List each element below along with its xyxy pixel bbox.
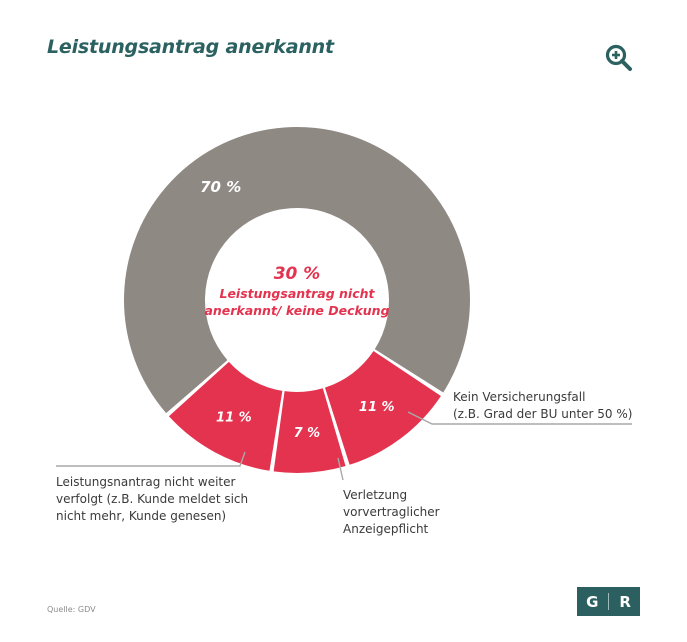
annotation-verletzung	[343, 488, 443, 536]
annotation-line: Anzeigepflicht	[343, 522, 429, 536]
annotation-line: (z.B. Grad der BU unter 50 %)	[453, 407, 633, 421]
annotation-line: Verletzung	[343, 488, 408, 502]
slice-label: 70 %	[200, 177, 242, 196]
source-note: Quelle: GDV	[47, 605, 96, 614]
annotation-line: nicht mehr, Kunde genesen)	[56, 509, 227, 523]
slice-label: 11 %	[358, 399, 395, 415]
annotation-kein-versicherungsfall	[453, 390, 632, 421]
annotation-line: Kein Versicherungsfall	[453, 390, 586, 404]
logo-letter-r: R	[619, 592, 631, 611]
center-line-2: anerkannt/ keine Deckung	[204, 303, 390, 318]
annotation-line: vorvertraglicher	[343, 505, 440, 519]
logo-letter-g: G	[586, 592, 599, 611]
slice-label: 11 %	[216, 410, 252, 426]
annotation-line: Leistungsnantrag nicht weiter	[56, 475, 236, 489]
annotation-line: verfolgt (z.B. Kunde meldet sich	[56, 492, 249, 506]
leader-line	[56, 452, 245, 466]
gr-logo	[577, 587, 640, 616]
center-line-1: Leistungsantrag nicht	[219, 286, 375, 301]
annotation-leistungsantrag	[56, 475, 252, 523]
logo-divider	[608, 593, 609, 610]
slice-label: 7 %	[293, 426, 321, 442]
center-value: 30 %	[273, 264, 321, 284]
chart-title: Leistungsantrag anerkannt	[47, 36, 334, 58]
